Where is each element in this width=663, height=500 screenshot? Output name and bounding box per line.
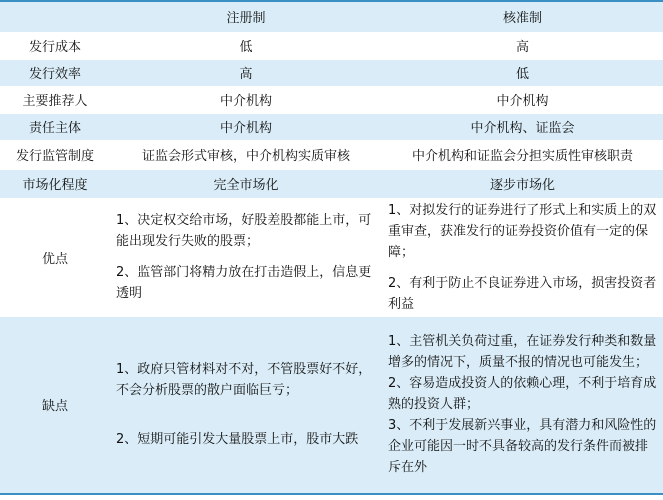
- pros-label: 优点: [0, 198, 110, 316]
- row-label: 发行成本: [0, 32, 110, 59]
- header-registration: 注册制: [110, 1, 382, 32]
- table-row: [0, 113, 663, 140]
- table-row: [0, 32, 663, 59]
- cell-registration: 高: [110, 59, 382, 86]
- table-row: [0, 169, 663, 198]
- header-row: [0, 1, 663, 32]
- cons-approval-item: 2、容易造成投资人的依赖心理，不利于培育成熟的投资人群；: [388, 376, 657, 413]
- pros-approval-item: 1、对拟发行的证券进行了形式上和实质上的双重审查，获准发行的证券投资价值有一定的保障；: [388, 202, 657, 260]
- cons-registration-item: 1、政府只管材料对不对，不管股票好不好，不会分析股票的散户面临巨亏；: [116, 362, 372, 399]
- cell-approval: 中介机构、证监会: [382, 113, 663, 140]
- pros-registration: [110, 198, 382, 316]
- cell-approval: 中介机构: [382, 86, 663, 113]
- cons-approval-item: 3、不利于发展新兴事业，具有潜力和风险性的企业可能因一时不具备较高的发行条件而被排斥在外: [388, 418, 657, 476]
- row-label: 发行效率: [0, 59, 110, 86]
- pros-approval-item: 2、有利于防止不良证券进入市场，损害投资者利益: [388, 275, 657, 312]
- cons-registration-item: 2、短期可能引发大量股票上市，股市大跌: [116, 432, 359, 448]
- cell-approval: 低: [382, 59, 663, 86]
- pros-registration-item: 2、监管部门将精力放在打击造假上，信息更透明: [116, 265, 372, 301]
- table-row: [0, 86, 663, 113]
- pros-row: [0, 198, 663, 316]
- cons-approval: [382, 316, 663, 494]
- cell-registration: 中介机构: [110, 86, 382, 113]
- cons-registration: [110, 316, 382, 494]
- row-label: 发行监管制度: [0, 140, 110, 169]
- pros-approval: [382, 198, 663, 316]
- cons-approval-item: 1、主管机关负荷过重，在证券发行种类和数量增多的情况下，质量不报的情况也可能发生；: [388, 334, 657, 371]
- cell-approval: 中介机构和证监会分担实质性审核职责: [382, 140, 663, 169]
- row-label: 责任主体: [0, 113, 110, 140]
- cons-row: [0, 316, 663, 494]
- header-corner: [0, 1, 110, 32]
- cell-registration: 中介机构: [110, 113, 382, 140]
- header-approval: 核准制: [382, 1, 663, 32]
- cell-registration: 完全市场化: [110, 169, 382, 198]
- row-label: 主要推荐人: [0, 86, 110, 113]
- cell-registration: 证监会形式审核，中介机构实质审核: [110, 140, 382, 169]
- cons-label: 缺点: [0, 316, 110, 494]
- cell-approval: 高: [382, 32, 663, 59]
- pros-registration-item: 1、决定权交给市场，好股差股都能上市，可能出现发行失败的股票；: [116, 213, 372, 249]
- table-row: [0, 140, 663, 169]
- cell-approval: 逐步市场化: [382, 169, 663, 198]
- cell-registration: 低: [110, 32, 382, 59]
- row-label: 市场化程度: [0, 169, 110, 198]
- table-row: [0, 59, 663, 86]
